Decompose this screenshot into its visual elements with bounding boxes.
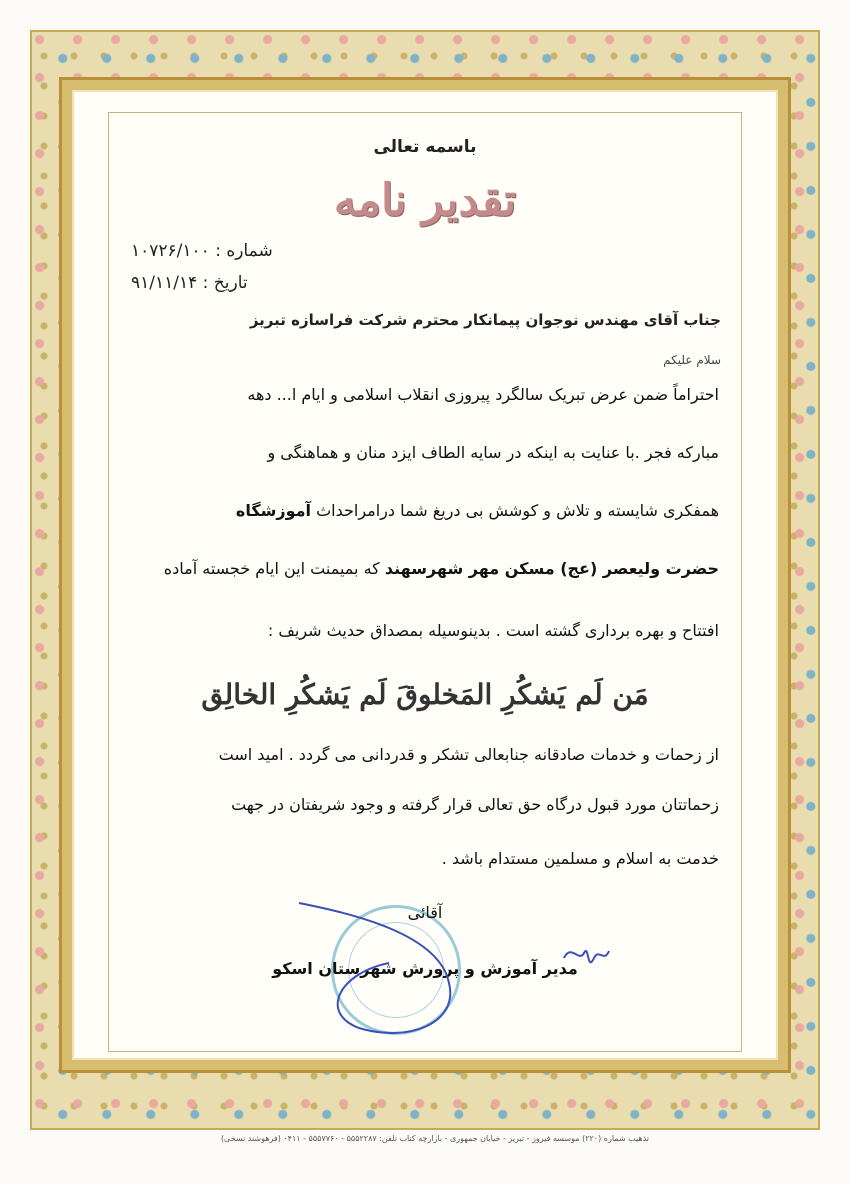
body-line-2: مبارکه فجر .با عنایت به اینکه در سایه الطاف ایزد منان و هماهنگی و [267,443,719,462]
body-line-4 [127,559,719,578]
body-line-4-text: که بمیمنت این ایام خجسته آماده [163,559,380,578]
date-line [131,273,248,293]
body-line-5: افتتاح و بهره برداری گشته است . بدینوسیله بمصداق حدیث شریف : [267,621,719,640]
certificate-page [108,112,742,1052]
number-value: ۱۰۷۲۶/۱۰۰ [131,241,210,261]
printer-footer: تذهیب شماره (۲۲۰) موسسه فیروز - تبریز - خیابان جمهوری - بازارچه کتاب تلفن: ۵۵۵۲۲۸۷ - ۵۵۵۷۷۶۰ - ۰۴۱۱ (فرهوشند نسخی) [220,1134,650,1143]
body-line-3-text: همفکری شایسته و تلاش و کوشش بی دریغ شما درامراحداث [316,501,719,520]
number-line [131,241,273,261]
certificate-title: تقدیر نامه [333,175,517,226]
signatory-title: مدیر آموزش و پرورش شهرستان اسکو [272,959,578,978]
signatory-name: آقائی [407,903,443,922]
salutation: سلام علیکم [663,353,721,367]
date-label: تاریخ : [202,273,248,293]
date-value: ۹۱/۱۱/۱۴ [131,273,198,293]
body-line-4-bold: حضرت ولیعصر (عج) مسکن مهر شهرسهند [384,559,719,578]
body-line-1: احتراماً ضمن عرض تبریک سالگرد پیروزی انقلاب اسلامی و ایام ا... دهه [247,385,719,404]
body-line-7: زحماتتان مورد قبول درگاه حق تعالی قرار گرفته و وجود شریفتان در جهت [231,795,719,814]
bismillah: باسمه تعالی [373,137,477,157]
body-line-3-bold: آموزشگاه [235,501,311,520]
body-line-6: از زحمات و خدمات صادقانه جنابعالی تشکر و قدردانی می گردد . امید است [218,745,719,764]
hadith-calligraphy: مَن لَم یَشکُرِ المَخلوقَ لَم یَشکُرِ الخالِق [201,678,649,711]
addressee: جناب آقای مهندس نوجوان پیمانکار محترم شرکت فراسازه تبریز [249,311,721,329]
number-label: شماره : [215,241,273,261]
body-line-8: خدمت به اسلام و مسلمین مستدام باشد . [441,849,719,868]
body-line-3 [127,501,719,520]
